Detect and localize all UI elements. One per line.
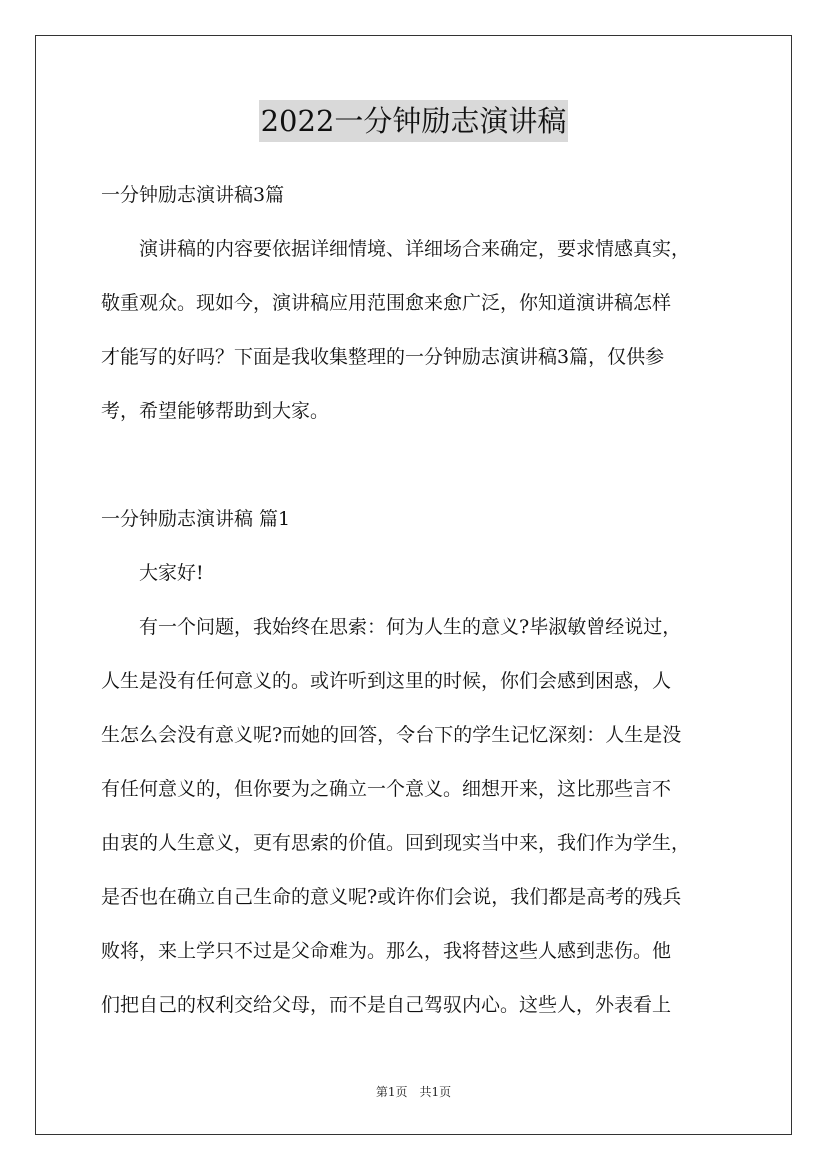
section-heading: 一分钟励志演讲稿 篇1 (101, 508, 291, 530)
paragraph-line: 是否也在确立自己生命的意义呢?或许你们会说，我们都是高考的残兵 (101, 886, 682, 908)
paragraph-line: 们把自己的权利交给父母，而不是自己驾驭内心。这些人，外表看上 (101, 994, 672, 1016)
paragraph-line: 败将，来上学只不过是父命难为。那么，我将替这些人感到悲伤。他 (101, 940, 672, 962)
title-container (0, 100, 827, 142)
paragraph-line: 由衷的人生意义，更有思索的价值。回到现实当中来，我们作为学生， (101, 832, 691, 854)
paragraph-line: 才能写的好吗？下面是我收集整理的一分钟励志演讲稿3篇，仅供参 (101, 346, 665, 368)
paragraph-line: 大家好! (101, 562, 204, 584)
paragraph-line: 考，希望能够帮助到大家。 (101, 400, 330, 422)
document-title: 2022一分钟励志演讲稿 (259, 100, 569, 142)
paragraph-line: 人生是没有任何意义的。或许听到这里的时候，你们会感到困惑，人 (101, 670, 672, 692)
paragraph-line: 有任何意义的，但你要为之确立一个意义。细想开来，这比那些言不 (101, 778, 672, 800)
section-heading: 一分钟励志演讲稿3篇 (101, 184, 285, 206)
paragraph-line: 有一个问题，我始终在思索：何为人生的意义?毕淑敏曾经说过， (101, 616, 682, 638)
paragraph-line: 生怎么会没有意义呢?而她的回答，令台下的学生记忆深刻：人生是没 (101, 724, 682, 746)
paragraph-line: 演讲稿的内容要依据详细情境、详细场合来确定，要求情感真实， (101, 238, 691, 260)
paragraph-line: 敬重观众。现如今，演讲稿应用范围愈来愈广泛，你知道演讲稿怎样 (101, 292, 672, 314)
page-footer: 第1页 共1页 (375, 1085, 452, 1099)
